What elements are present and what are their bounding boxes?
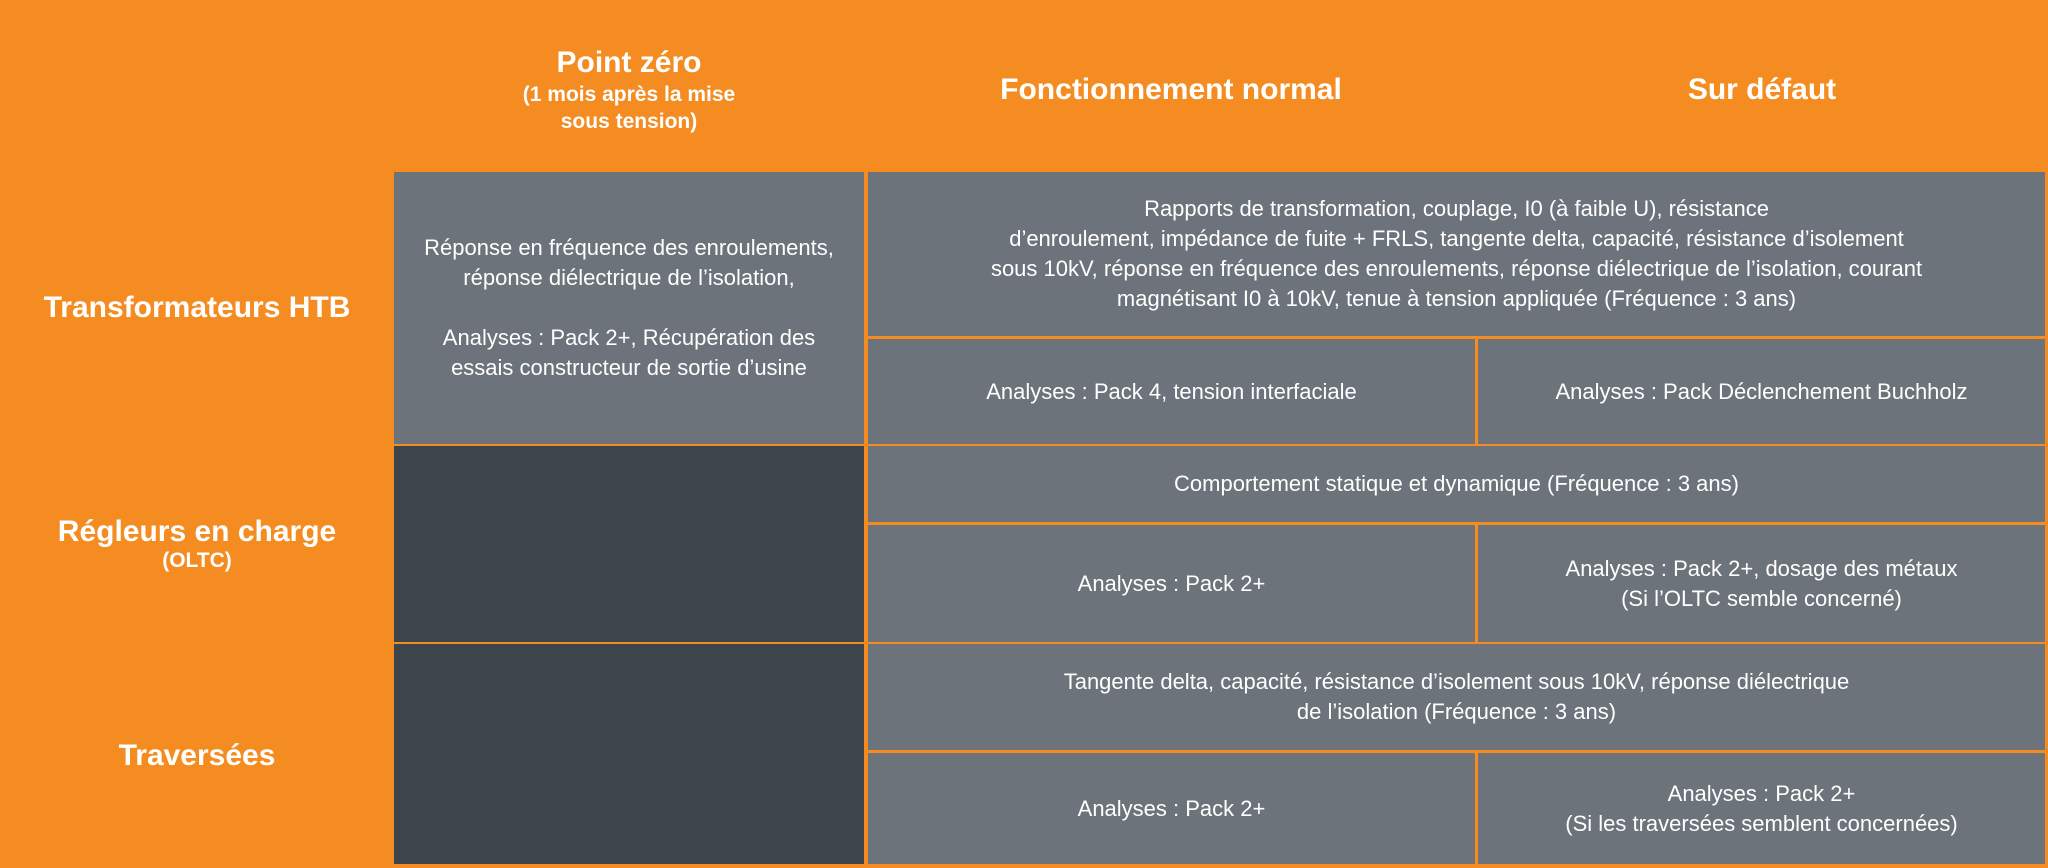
- header-point-zero-subtitle: (1 mois après la mise sous tension): [522, 83, 736, 133]
- transformateurs-mesures-cell: Rapports de transformation, couplage, I0 (à faible U), résistance d’enroulement, impédance de fuite + FRLS, tangente delta, capacité, résistance d’isolement sous 10kV, réponse en fréquence des enroulements, réponse diélectrique de l’isolation, courant magnétisant I0 à 10kV, tenue à tension appliquée (Fréquence : 3 ans): [868, 172, 2045, 336]
- row-regleurs-label: Régleurs en charge: [57, 515, 337, 548]
- header-defaut-title: Sur défaut: [1687, 73, 1837, 106]
- traversees-point-zero-empty-cell: [394, 644, 864, 864]
- header-point-zero-title: Point zéro: [556, 46, 702, 79]
- regleurs-analyses-defaut-cell: Analyses : Pack 2+, dosage des métaux (Si l’OLTC semble concerné): [1478, 525, 2045, 642]
- regleurs-point-zero-empty-cell: [394, 446, 864, 642]
- row-header-regleurs: [0, 446, 394, 642]
- header-fonctionnement-normal: [866, 30, 1476, 150]
- traversees-analyses-defaut-cell: Analyses : Pack 2+ (Si les traversées semblent concernées): [1478, 753, 2045, 864]
- row-regleurs-sublabel: (OLTC): [162, 549, 232, 572]
- regleurs-mesures-cell: Comportement statique et dynamique (Fréquence : 3 ans): [868, 446, 2045, 522]
- row-header-traversees: [0, 644, 394, 868]
- row-traversees-label: Traversées: [118, 739, 276, 772]
- header-normal-title: Fonctionnement normal: [1000, 73, 1342, 106]
- regleurs-analyses-normal-cell: Analyses : Pack 2+: [868, 525, 1475, 642]
- transformateurs-analyses-defaut-cell: Analyses : Pack Déclenchement Buchholz: [1478, 339, 2045, 444]
- transformateurs-point-zero-cell: Réponse en fréquence des enroulements, réponse diélectrique de l’isolation, Analyses : Pack 2+, Récupération des essais constructeur de sortie d’usine: [394, 172, 864, 444]
- row-header-transformateurs: [0, 172, 394, 444]
- row-transformateurs-label: Transformateurs HTB: [43, 291, 351, 324]
- header-point-zero: [394, 30, 864, 150]
- traversees-mesures-cell: Tangente delta, capacité, résistance d’isolement sous 10kV, réponse diélectrique de l’isolation (Fréquence : 3 ans): [868, 644, 2045, 750]
- traversees-analyses-normal-cell: Analyses : Pack 2+: [868, 753, 1475, 864]
- header-sur-defaut: [1476, 30, 2048, 150]
- transformateurs-analyses-normal-cell: Analyses : Pack 4, tension interfaciale: [868, 339, 1475, 444]
